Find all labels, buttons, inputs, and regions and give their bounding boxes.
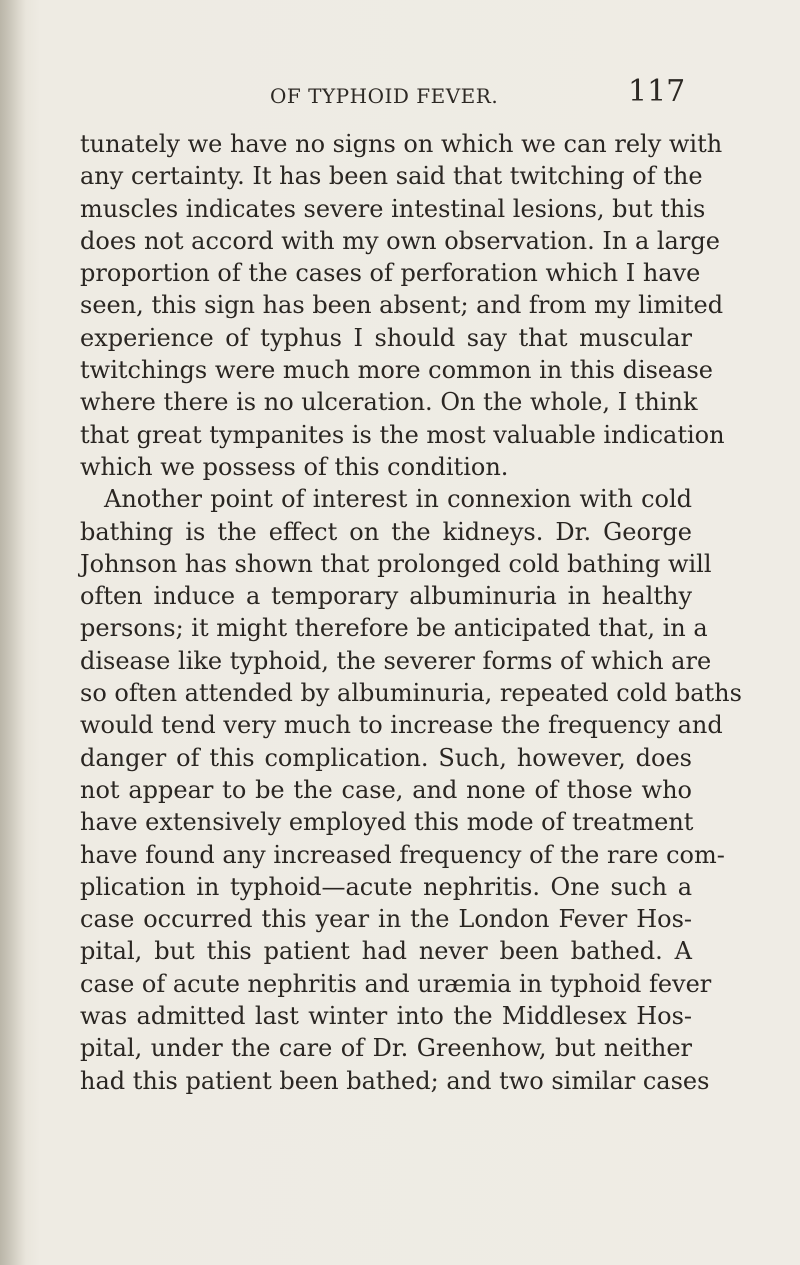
text-line: persons; it might therefore be anticipated that, in a (80, 614, 708, 643)
text-line: was admitted last winter into the Middlesex Hos- (80, 1002, 692, 1031)
text-line: so often attended by albuminuria, repeated cold baths (80, 679, 742, 708)
binding-gutter (0, 0, 26, 1265)
text-line: does not accord with my own observation. In a large (80, 226, 720, 255)
text-line: where there is no ulceration. On the whole, I think (80, 388, 698, 417)
text-line: have extensively employed this mode of treatment (80, 808, 694, 837)
text-line: tunately we have no signs on which we can rely with (80, 130, 723, 158)
text-line: which we possess of this condition. (80, 452, 509, 481)
running-header (0, 74, 800, 114)
text-line: seen, this sign has been absent; and from my limited (80, 291, 724, 320)
text-line: often induce a temporary albuminuria in healthy (80, 582, 692, 611)
text-line: experience of typhus I should say that muscular (80, 323, 692, 352)
text-line: any certainty. It has been said that twitching of the (80, 162, 703, 191)
text-line: would tend very much to increase the frequency and (80, 711, 723, 740)
text-line: that great tympanites is the most valuable indication (80, 420, 725, 449)
text-line: pital, under the care of Dr. Greenhow, but neither (80, 1034, 692, 1063)
running-title: OF TYPHOID FEVER. (270, 84, 499, 108)
text-line: Johnson has shown that prolonged cold bathing will (80, 549, 712, 578)
page-number: 117 (628, 74, 686, 109)
text-line: had this patient been bathed; and two similar cases (80, 1066, 710, 1095)
text-line: Another point of interest in connexion with cold (104, 485, 692, 514)
text-line: twitchings were much more common in this disease (80, 356, 713, 385)
text-line: disease like typhoid, the severer forms of which are (80, 646, 712, 675)
text-line: case occurred this year in the London Fever Hos- (80, 905, 692, 934)
text-line: bathing is the effect on the kidneys. Dr. George (80, 517, 692, 546)
body-text (80, 128, 742, 1097)
text-line: plication in typhoid—acute nephritis. One such a (80, 872, 692, 901)
text-line: not appear to be the case, and none of those who (80, 775, 692, 804)
text-line: danger of this complication. Such, however, does (80, 743, 692, 772)
text-line: have found any increased frequency of the rare com- (80, 840, 725, 869)
text-line: proportion of the cases of perforation which I have (80, 259, 701, 288)
text-line: muscles indicates severe intestinal lesions, but this (80, 194, 706, 223)
text-line: pital, but this patient had never been bathed. A (80, 937, 692, 966)
text-line: case of acute nephritis and uræmia in typhoid fever (80, 969, 712, 998)
